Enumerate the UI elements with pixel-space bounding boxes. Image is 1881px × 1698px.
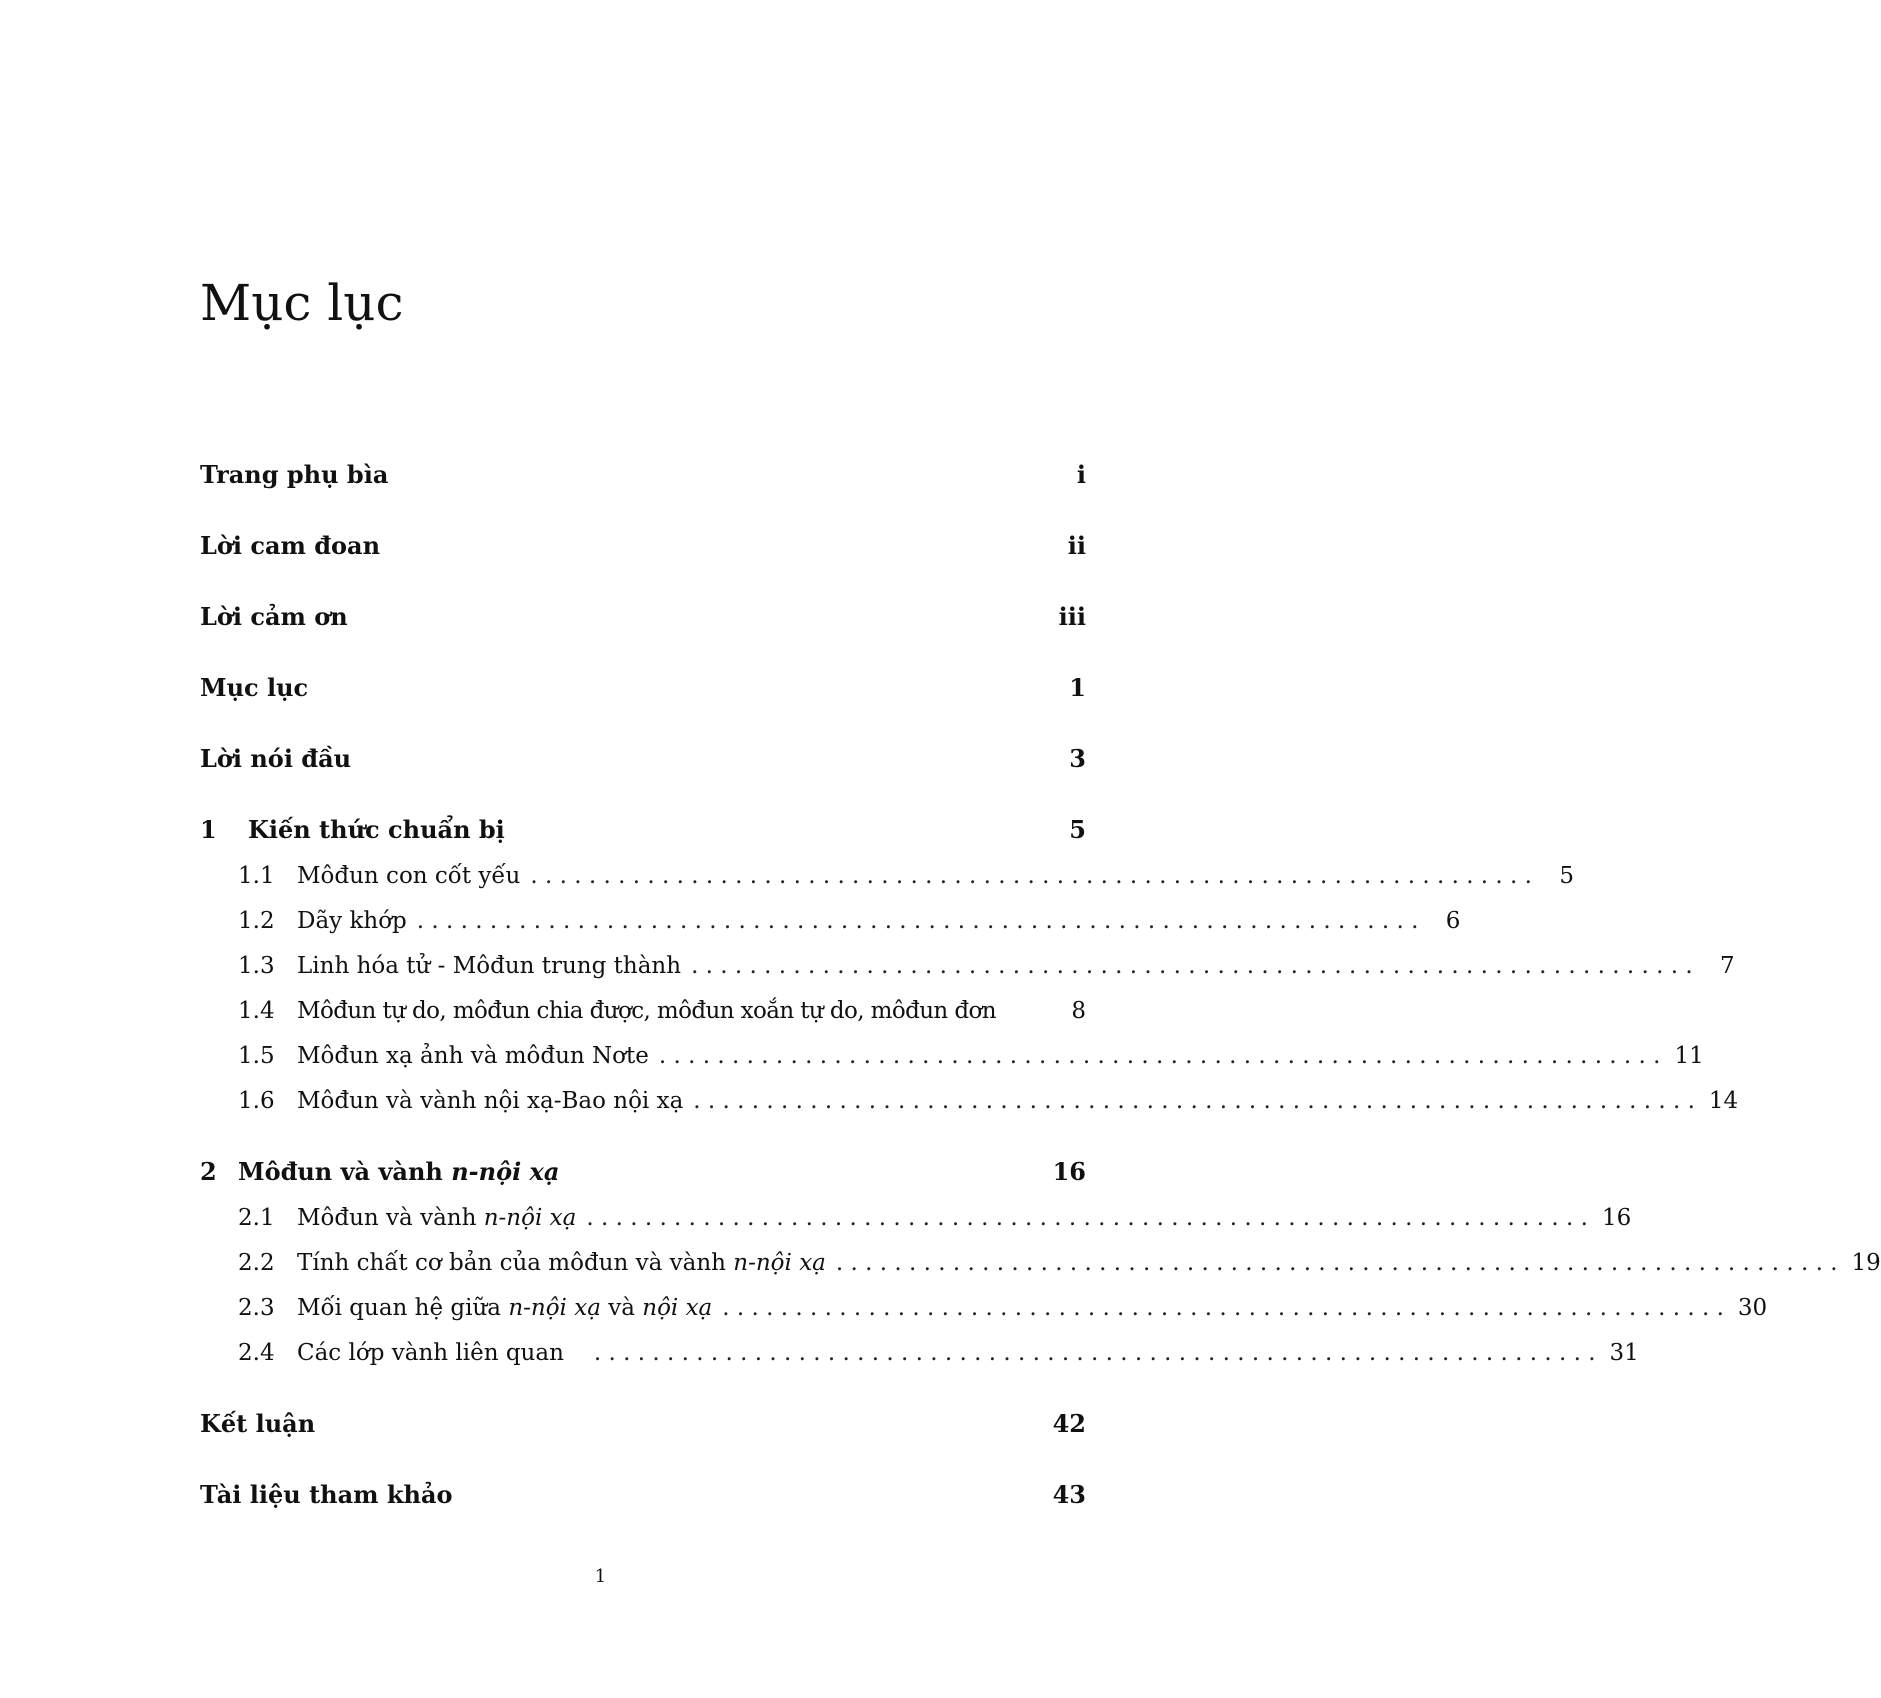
toc-entry-preface[interactable]	[200, 742, 1086, 776]
toc-section-1-1[interactable]	[200, 860, 1574, 892]
section-title-italic-2: nội xạ	[642, 1295, 713, 1321]
section-title: Linh hóa tử - Môđun trung thành	[297, 953, 682, 979]
section-title: Môđun tự do, môđun chia được, môđun xoắn tự do, môđun đơn	[297, 998, 996, 1024]
section-title: Dãy khớp	[297, 908, 407, 934]
toc-entry-title: Trang phụ bìa	[200, 460, 389, 489]
page-number-footer: 1	[594, 1566, 607, 1587]
section-title-italic: n-nội xạ	[733, 1250, 826, 1276]
chapter-title-text: Môđun và vành	[238, 1157, 452, 1186]
toc-entry-contents[interactable]	[200, 671, 1086, 705]
toc-entry-title: Mục lục	[200, 673, 309, 702]
dot-leader	[417, 905, 1419, 937]
dot-leader	[691, 950, 1693, 982]
section-title-text: Môđun và vành	[297, 1205, 484, 1231]
toc-section-2-1[interactable]	[200, 1202, 1632, 1234]
toc-entry-page: iii	[1058, 602, 1086, 631]
toc-entry-title: Lời nói đầu	[200, 744, 352, 773]
section-title: Môđun con cốt yếu	[297, 863, 521, 889]
toc-entry-page: 43	[1052, 1480, 1086, 1509]
toc-chapter-2[interactable]	[200, 1155, 1086, 1189]
section-number: 1.4	[238, 998, 275, 1024]
section-title-italic: n-nội xạ	[483, 1205, 577, 1231]
section-number: 1.2	[238, 908, 275, 934]
toc-entry-page: i	[1076, 460, 1086, 489]
toc-entry-conclusion[interactable]	[200, 1407, 1086, 1441]
section-number: 1.6	[238, 1088, 275, 1114]
toc-entry-page: 42	[1052, 1409, 1086, 1438]
section-page: 19	[1851, 1250, 1881, 1276]
section-title: Các lớp vành liên quan	[297, 1340, 564, 1366]
dot-leader	[693, 1085, 1695, 1117]
toc-section-1-2[interactable]	[200, 905, 1461, 937]
section-page: 11	[1674, 1043, 1704, 1069]
section-page: 6	[1445, 908, 1461, 934]
section-title	[297, 1247, 826, 1279]
dot-leader	[530, 860, 1532, 892]
section-page: 30	[1737, 1295, 1768, 1321]
section-title-text: Mối quan hệ giữa	[297, 1295, 509, 1321]
toc-section-1-5[interactable]	[200, 1040, 1704, 1072]
section-title-text-mid: và	[600, 1295, 643, 1321]
section-number: 1.5	[238, 1043, 275, 1069]
toc-entry-references[interactable]	[200, 1478, 1086, 1512]
toc-entry-page: 1	[1069, 673, 1086, 702]
toc-section-2-3[interactable]	[200, 1292, 1768, 1324]
toc-entry-title: Lời cam đoan	[200, 531, 381, 560]
dot-leader	[836, 1247, 1838, 1279]
toc-section-1-3[interactable]	[200, 950, 1735, 982]
section-number: 2.2	[238, 1250, 275, 1276]
toc-entry-title: Lời cảm ơn	[200, 602, 348, 631]
section-number: 1.3	[238, 953, 275, 979]
chapter-number: 2	[200, 1157, 217, 1186]
section-title: Môđun và vành nội xạ-Bao nội xạ	[297, 1088, 684, 1114]
chapter-number: 1	[200, 815, 217, 844]
section-page: 7	[1720, 953, 1735, 979]
chapter-page: 5	[1069, 815, 1086, 844]
dot-leader	[586, 1202, 1588, 1234]
toc-entry-page: ii	[1067, 531, 1086, 560]
toc-chapter-1[interactable]	[200, 813, 1086, 847]
chapter-title-italic: n-nội xạ	[451, 1157, 560, 1186]
chapter-title	[238, 1155, 559, 1189]
toc-section-1-4[interactable]	[200, 995, 1086, 1027]
toc-entry-title: Tài liệu tham khảo	[200, 1480, 453, 1509]
section-number: 2.1	[238, 1205, 275, 1231]
section-number: 1.1	[238, 863, 275, 889]
dot-leader	[594, 1337, 1596, 1369]
section-number: 2.3	[238, 1295, 275, 1321]
toc-entry-page: 3	[1069, 744, 1086, 773]
section-title	[297, 1202, 576, 1234]
section-page: 14	[1708, 1088, 1739, 1114]
dot-leader	[722, 1292, 1724, 1324]
section-title: Môđun xạ ảnh và môđun Nơte	[297, 1043, 649, 1069]
section-number: 2.4	[238, 1340, 275, 1366]
toc-section-2-2[interactable]	[200, 1247, 1881, 1279]
section-page: 8	[1071, 998, 1086, 1024]
toc-entry-declaration[interactable]	[200, 529, 1086, 563]
chapter-page: 16	[1052, 1157, 1086, 1186]
section-page: 5	[1559, 863, 1574, 889]
toc-entry-cover-page[interactable]	[200, 458, 1086, 492]
section-title-text: Tính chất cơ bản của môđun và vành	[297, 1250, 734, 1276]
chapter-title: Kiến thức chuẩn bị	[248, 815, 505, 844]
dot-leader	[659, 1040, 1661, 1072]
section-page: 16	[1601, 1205, 1632, 1231]
toc-entry-title: Kết luận	[200, 1409, 316, 1438]
section-page: 31	[1609, 1340, 1639, 1366]
section-title	[297, 1292, 712, 1324]
toc-entry-acknowledgements[interactable]	[200, 600, 1086, 634]
section-title-italic: n-nội xạ	[508, 1295, 601, 1321]
toc-section-2-4[interactable]	[200, 1337, 1639, 1369]
toc-section-1-6[interactable]	[200, 1085, 1739, 1117]
page-title: Mục lục	[200, 274, 404, 332]
